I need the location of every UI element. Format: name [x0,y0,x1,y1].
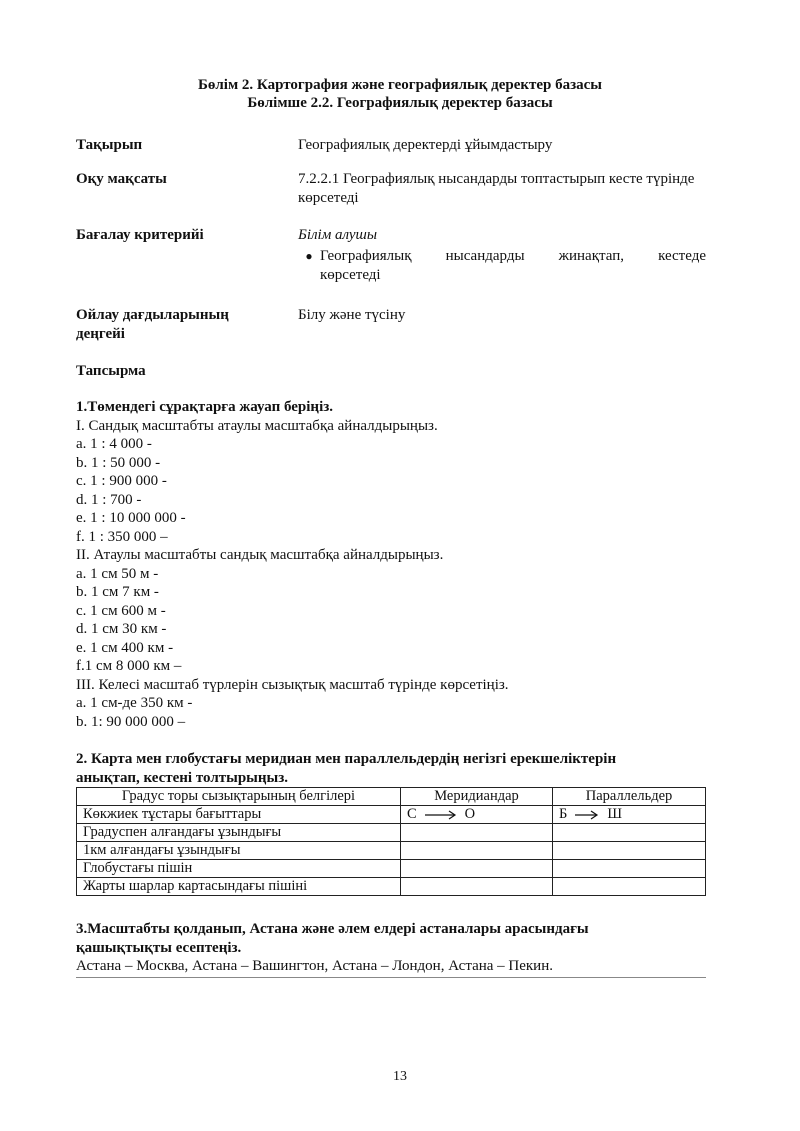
criteria-bullet [298,247,706,266]
level-label-b: деңгейі [76,326,125,342]
q1-part2-item: a. 1 см 50 м - [76,565,159,582]
q3-title-a: 3.Масштабты қолданып, Астана және әлем елдері астаналары арасындағы [76,921,589,937]
question-3 [76,920,716,976]
direction-to: О [464,806,476,822]
criteria-value [298,226,706,285]
parallel-direction-cell [553,806,706,824]
q1-part2-item: f.1 см 8 000 км – [76,658,182,674]
direction-from: Б [559,806,568,822]
row-label: Көкжиек тұстары бағыттары [77,806,401,824]
table-header-cell: Параллельдер [553,788,706,806]
q1-part1-item: d. 1 : 700 - [76,491,142,508]
direction-from: С [407,806,417,822]
table-row [77,806,706,824]
goal-label: Оқу мақсаты [76,171,167,187]
arrow-right-icon [575,810,599,820]
empty-cell [401,878,553,896]
table-row [77,824,706,842]
direction-to: Ш [607,806,622,822]
q1-part2-item: e. 1 см 400 км - [76,639,174,656]
meridian-direction-cell [401,806,553,824]
topic-label: Тақырып [76,137,143,153]
section-title: Бөлім 2. Картография және географиялық деректер базасы [197,77,603,93]
criteria-intro: Білім алушы [298,227,378,243]
criteria-label: Бағалау критерийі [76,227,204,243]
q3-text: Астана – Москва, Астана – Вашингтон, Астана – Лондон, Астана – Пекин. [76,958,553,974]
q1-part3-item: b. 1: 90 000 000 – [76,713,186,730]
empty-cell [553,860,706,878]
empty-cell [553,842,706,860]
row-label: Градуспен алғандағы ұзындығы [77,824,401,842]
table-row [77,878,706,896]
q1-part1-item: c. 1 : 900 000 - [76,473,167,489]
row-label: Жарты шарлар картасындағы пішіні [77,878,401,896]
subsection-title: Бөлімше 2.2. Географиялық деректер базасы [247,95,553,111]
level-label [76,306,276,344]
q2-title-a: 2. Карта мен глобустағы меридиан мен параллельдердің негізгі ерекшеліктерін [76,751,617,767]
level-value: Білу және түсіну [298,307,406,323]
question-1 [76,398,716,731]
q1-part3-intro: III. Келесі масштаб түрлерін сызықтық масштаб түрінде көрсетіңіз. [76,676,509,693]
row-label: Глобустағы пішін [77,860,401,878]
q1-part2-item: b. 1 см 7 км - [76,584,159,600]
empty-cell [401,842,553,860]
grid-lines-table [76,787,706,896]
topic-value: Географиялық деректерді ұйымдастыру [298,137,553,153]
row-label: 1км алғандағы ұзындығы [77,842,401,860]
table-header-row [77,788,706,806]
empty-cell [401,860,553,878]
q3-title-b: қашықтықты есептеңіз. [76,939,242,956]
q1-part2-item: c. 1 см 600 м - [76,602,166,619]
task-heading: Тапсырма [76,363,146,379]
table-row [77,860,706,878]
criteria-bullet-text-a: Географиялық нысандарды жинақтап, кестеде [320,248,706,264]
criteria-bullet-text-b: көрсетеді [320,267,381,283]
empty-cell [553,824,706,842]
table-header-cell: Меридиандар [401,788,553,806]
q1-part1-item: f. 1 : 350 000 – [76,528,168,545]
table-header-cell: Градус торы сызықтарының белгілері [77,788,401,806]
bullet-icon: ● [305,249,313,263]
q1-part2-intro: II. Атаулы масштабты сандық масштабқа айналдырыңыз. [76,547,444,563]
page-number: 13 [393,1069,407,1084]
q1-part1-item: b. 1 : 50 000 - [76,454,161,471]
level-label-a: Ойлау дағдыларының [76,307,229,323]
q1-part1-item: a. 1 : 4 000 - [76,436,152,452]
table-row [77,842,706,860]
q1-part3-item: a. 1 см-де 350 км - [76,695,193,711]
q2-title-b: анықтап, кестені толтырыңыз. [76,769,288,786]
divider [76,977,706,978]
q1-part1-intro: I. Сандық масштабты атаулы масштабқа айналдырыңыз. [76,417,438,434]
q2-title [76,750,716,787]
q1-part2-item: d. 1 см 30 км - [76,621,167,637]
q1-part1-item: e. 1 : 10 000 000 - [76,510,186,526]
empty-cell [401,824,553,842]
empty-cell [553,878,706,896]
q1-title: 1.Төмендегі сұрақтарға жауап беріңіз. [76,399,334,415]
arrow-right-icon [425,810,457,820]
document-header [0,76,800,112]
goal-value: 7.2.2.1 Географиялық нысандарды топтастырып кесте түрінде көрсетеді [298,171,695,206]
